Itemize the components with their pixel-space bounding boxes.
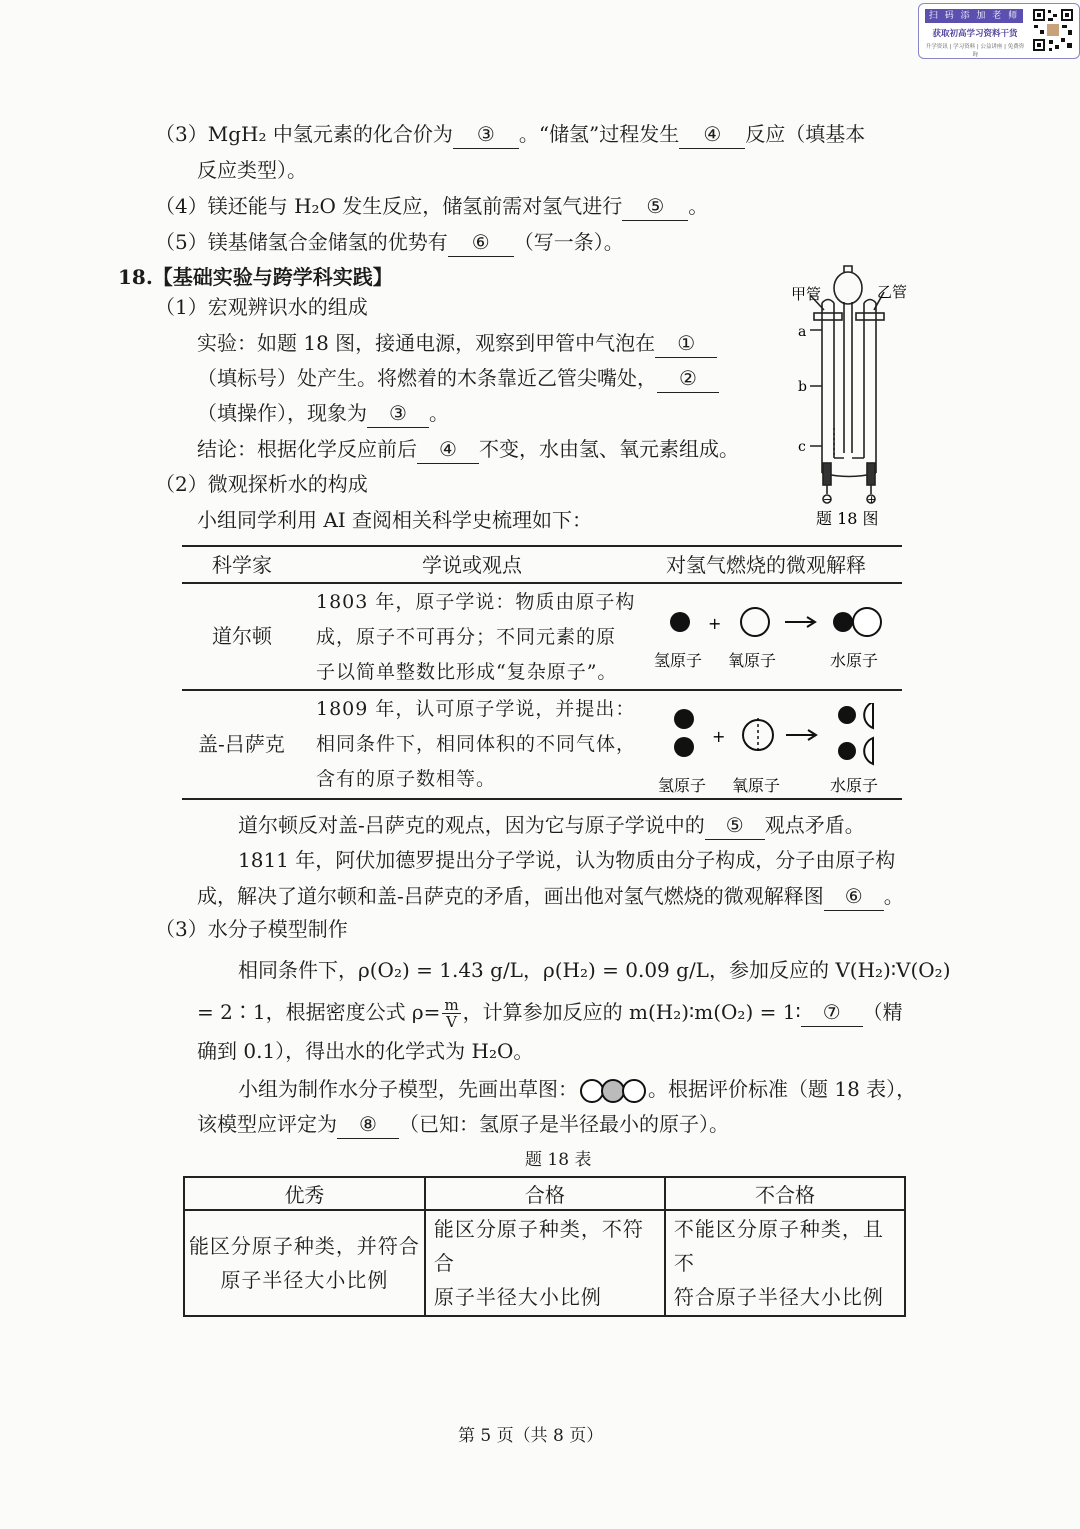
table1-scientist-dalton: 道尔顿 <box>212 624 272 648</box>
table2-cell-excellent <box>184 1210 425 1316</box>
q18-model-line5 <box>197 1110 729 1139</box>
hydrogen-atom-icon <box>670 612 690 632</box>
table1-scientist-gay-lussac: 盖-吕萨克 <box>198 732 285 756</box>
blank-3[interactable]: ③ <box>453 120 519 149</box>
evaluation-table <box>183 1176 906 1317</box>
q18-exp-line2 <box>197 364 719 393</box>
q18-part3-heading: （3）水分子模型制作 <box>155 917 348 941</box>
q18-part2-heading: （2）微观探析水的构成 <box>155 472 368 496</box>
plus-icon: + <box>708 614 722 633</box>
oxygen-atom-icon <box>853 608 881 636</box>
fraction-numerator: m <box>444 996 459 1014</box>
q18-discussion-2: 1811 年，阿伏加德罗提出分子学说，认为物质由分子构成，分子由原子构 <box>238 848 896 872</box>
table1-view-line: 1803 年，原子学说：物质由原子构 <box>316 591 636 613</box>
blank-3[interactable]: ③ <box>367 399 429 428</box>
blank-2[interactable]: ② <box>657 364 719 393</box>
table2-caption: 题 18 表 <box>525 1150 592 1170</box>
q18-text: 观点矛盾。 <box>764 813 865 837</box>
table1-top-rule <box>182 545 902 547</box>
q18-conclusion <box>197 435 739 464</box>
q17-text: （5）镁基储氢合金储氢的优势有 <box>155 230 448 254</box>
label-water: 水原子 <box>830 776 879 795</box>
q18-discussion-3 <box>197 882 904 911</box>
electrolysis-apparatus-figure <box>780 258 920 533</box>
q17-part5 <box>155 228 624 257</box>
hydrogen-atom-icon <box>674 709 694 729</box>
q18-text: 。 <box>429 401 449 425</box>
table2-cell-fail <box>665 1210 905 1316</box>
gay-lussac-diagram <box>650 703 900 797</box>
q18-text: = 2∶1，根据密度公式 ρ= <box>197 1000 441 1024</box>
minus-icon: − <box>823 493 833 506</box>
label-oxygen: 氧原子 <box>728 651 777 670</box>
arrow-icon <box>786 730 816 740</box>
arrow-icon <box>785 617 815 627</box>
q18-text: 不变，水由氢、氧元素组成。 <box>479 437 739 461</box>
q18-text: 结论：根据化学反应前后 <box>197 437 417 461</box>
q17-part4 <box>155 192 708 221</box>
table1-header-scientist: 科学家 <box>212 553 272 577</box>
fraction-denominator: V <box>446 1013 457 1031</box>
fig-label-jia: 甲管 <box>791 285 822 303</box>
blank-8[interactable]: ⑧ <box>337 1110 399 1139</box>
hydrogen-atom-icon <box>674 737 694 757</box>
hydrogen-atom-icon <box>833 612 853 632</box>
label-oxygen: 氧原子 <box>732 776 781 795</box>
blank-4[interactable]: ④ <box>417 435 479 464</box>
q17-text: 。“储氢”过程发生 <box>518 122 680 146</box>
fig-label-a: a <box>798 324 807 340</box>
blank-7[interactable]: ⑦ <box>801 998 863 1027</box>
water-model-sketch-icon <box>578 1077 648 1105</box>
q17-text: 。 <box>688 194 709 218</box>
page-footer: 第 5 页（共 8 页） <box>458 1426 604 1446</box>
blank-6[interactable]: ⑥ <box>824 882 884 911</box>
blank-6[interactable]: ⑥ <box>448 228 514 257</box>
q18-text: ，计算参加反应的 m(H₂)∶m(O₂) = 1∶ <box>462 1000 801 1024</box>
table1-header-rule <box>182 582 902 584</box>
blank-1[interactable]: ① <box>655 329 717 358</box>
table1-bottom-rule <box>182 798 902 800</box>
q18-text: 该模型应评定为 <box>197 1112 337 1136</box>
fig-label-yi: 乙管 <box>877 283 908 301</box>
plus-icon: + <box>867 493 877 506</box>
table1-view-line: 1809 年，认可原子学说，并提出： <box>316 698 636 720</box>
q18-exp-line1 <box>197 329 717 358</box>
cell-line: 符合原子半径大小比例 <box>673 1285 884 1309</box>
table1-row-rule <box>182 689 902 691</box>
badge-subtitle: 获取初高学习资料干货 <box>932 29 1018 39</box>
density-fraction <box>442 997 460 1030</box>
table2-cell-pass <box>425 1210 665 1316</box>
table2-header: 优秀 <box>184 1177 425 1210</box>
qr-badge[interactable] <box>918 3 1080 59</box>
q18-model-line2 <box>197 997 903 1030</box>
q17-text: （写一条）。 <box>513 230 624 254</box>
q17-part3-line2: 反应类型）。 <box>197 158 307 182</box>
fig-label-b: b <box>798 379 807 395</box>
qr-code-icon <box>1032 8 1074 52</box>
q18-part2-text: 小组同学利用 AI 查阅相关科学史梳理如下： <box>197 508 593 532</box>
table1-view-line: 成，原子不可再分；不同元素的原 <box>316 626 617 648</box>
label-water: 水原子 <box>830 651 879 670</box>
q18-text: 实验：如题 18 图，接通电源，观察到甲管中气泡在 <box>197 331 656 355</box>
label-hydrogen: 氢原子 <box>654 651 703 670</box>
q17-part3-line1 <box>155 120 865 149</box>
q18-discussion-1 <box>238 811 865 840</box>
table1-view-line: 子以简单整数比形成“复杂原子”。 <box>316 661 618 683</box>
q18-text: 。 <box>883 884 904 908</box>
q18-text: （填标号）处产生。将燃着的木条靠近乙管尖嘴处， <box>197 366 657 390</box>
cell-line: 原子半径大小比例 <box>220 1268 389 1292</box>
cell-line: 能区分原子种类，不符合 <box>433 1217 644 1275</box>
table2-header: 不合格 <box>665 1177 905 1210</box>
plus-icon: + <box>712 727 726 746</box>
blank-5[interactable]: ⑤ <box>705 811 765 840</box>
q18-model-line4 <box>238 1075 916 1105</box>
figure-caption: 题 18 图 <box>816 509 879 528</box>
q17-text: 反应（填基本 <box>745 122 866 146</box>
table1-header-view: 学说或观点 <box>422 553 522 577</box>
table1-view-line: 含有的原子数相等。 <box>316 768 497 790</box>
q17-text: （4）镁还能与 H₂O 发生反应，储氢前需对氢气进行 <box>155 194 623 218</box>
badge-title: 扫 码 添 加 老 师 <box>925 9 1023 23</box>
table2-header: 合格 <box>425 1177 665 1210</box>
q18-text: 成，解决了道尔顿和盖-吕萨克的矛盾，画出他对氢气燃烧的微观解释图 <box>197 884 824 908</box>
q18-part1-heading: （1）宏观辨识水的组成 <box>155 295 368 319</box>
table1-view-line: 相同条件下，相同体积的不同气体， <box>316 733 637 755</box>
q18-title: 18.【基础实验与跨学科实践】 <box>118 265 393 289</box>
oxygen-atom-icon <box>741 608 769 636</box>
fig-label-c: c <box>798 439 806 455</box>
q18-model-line1: 相同条件下，ρ(O₂) = 1.43 g/L，ρ(H₂) = 0.09 g/L，参加反应的 V(H₂)∶V(O₂) <box>238 958 951 982</box>
q18-text: （已知：氢原子是半径最小的原子）。 <box>399 1112 729 1136</box>
cell-line: 原子半径大小比例 <box>433 1285 602 1309</box>
q18-exp-line3 <box>197 399 449 428</box>
dalton-diagram <box>650 598 900 680</box>
cell-line: 能区分原子种类，并符合 <box>188 1234 420 1258</box>
q17-text: （3）MgH₂ 中氢元素的化合价为 <box>155 122 453 146</box>
q18-text: 。根据评价标准（题 18 表）， <box>648 1077 917 1101</box>
blank-4[interactable]: ④ <box>679 120 745 149</box>
label-hydrogen: 氢原子 <box>658 776 707 795</box>
table1-header-explanation: 对氢气燃烧的微观解释 <box>666 553 866 577</box>
blank-5[interactable]: ⑤ <box>622 192 688 221</box>
badge-tags: 升学资讯 | 学习资料 | 公益讲座 | 免费咨询 <box>925 44 1025 58</box>
q18-text: 道尔顿反对盖-吕萨克的观点，因为它与原子学说中的 <box>238 813 705 837</box>
q18-text: （精 <box>862 1000 903 1024</box>
q18-text: 小组为制作水分子模型，先画出草图： <box>238 1077 578 1101</box>
cell-line: 不能区分原子种类，且不 <box>673 1217 884 1275</box>
q18-text: （填操作），现象为 <box>197 401 367 425</box>
q18-model-line3: 确到 0.1），得出水的化学式为 H₂O。 <box>197 1039 534 1063</box>
